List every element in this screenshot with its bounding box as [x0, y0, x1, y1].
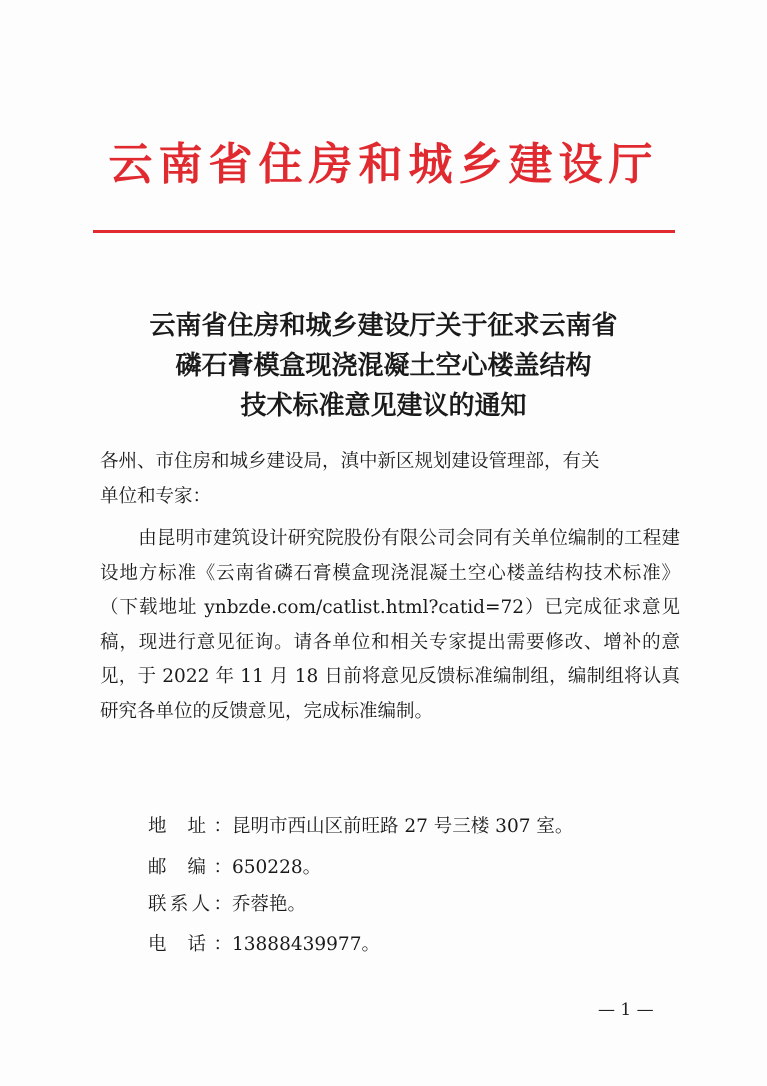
salutation: [100, 445, 680, 514]
document-title-line-2: 磷石膏模盒现浇混凝土空心楼盖结构: [175, 351, 592, 381]
contact-address-label: 地 址：: [148, 816, 232, 837]
document-title-line-3: 技术标准意见建议的通知: [240, 391, 527, 421]
page-number: — 1 —: [598, 1000, 654, 1020]
contact-phone-value: 13888439977。: [232, 934, 380, 955]
contact-phone: [148, 930, 380, 956]
contact-address-value: 昆明市西山区前旺路 27 号三楼 307 室。: [232, 816, 574, 837]
salutation-line-2: 单位和专家：: [100, 485, 212, 507]
salutation-line-1: 各州、市住房和城乡建设局，滇中新区规划建设管理部，有关: [100, 451, 600, 472]
contact-postcode-label: 邮 编：: [148, 857, 232, 878]
contact-postcode-value: 650228。: [232, 857, 322, 878]
document-title-line-1: 云南省住房和城乡建设厅关于征求云南省: [149, 311, 618, 341]
body-paragraph: [100, 522, 680, 729]
contact-postcode: [148, 853, 321, 879]
letterhead-agency-name: 云南省住房和城乡建设厅: [108, 139, 659, 190]
contact-person: [148, 890, 306, 916]
letterhead-red-rule: [93, 230, 675, 233]
contact-address: [148, 812, 573, 838]
contact-phone-label: 电 话：: [148, 934, 232, 955]
contact-person-label: 联系人：: [148, 894, 232, 915]
contact-person-value: 乔蓉艳。: [232, 894, 307, 915]
document-title: [0, 306, 767, 426]
body-paragraph-text: 由昆明市建筑设计研究院股份有限公司会同有关单位编制的工程建设地方标准《云南省磷石膏模盒现浇混凝土空心楼盖结构技术标准》（下载地址 ynbzde.com/catlist.html?catid=72）已完成征求意见稿，现进行意见征询。请各单位和相关专家提出需要修改、增补的意见，于 2022 年 11 月 18 日前将意见反馈标准编制组，编制组将认真研究各单位的反馈意见，完成标准编制。: [100, 528, 680, 722]
